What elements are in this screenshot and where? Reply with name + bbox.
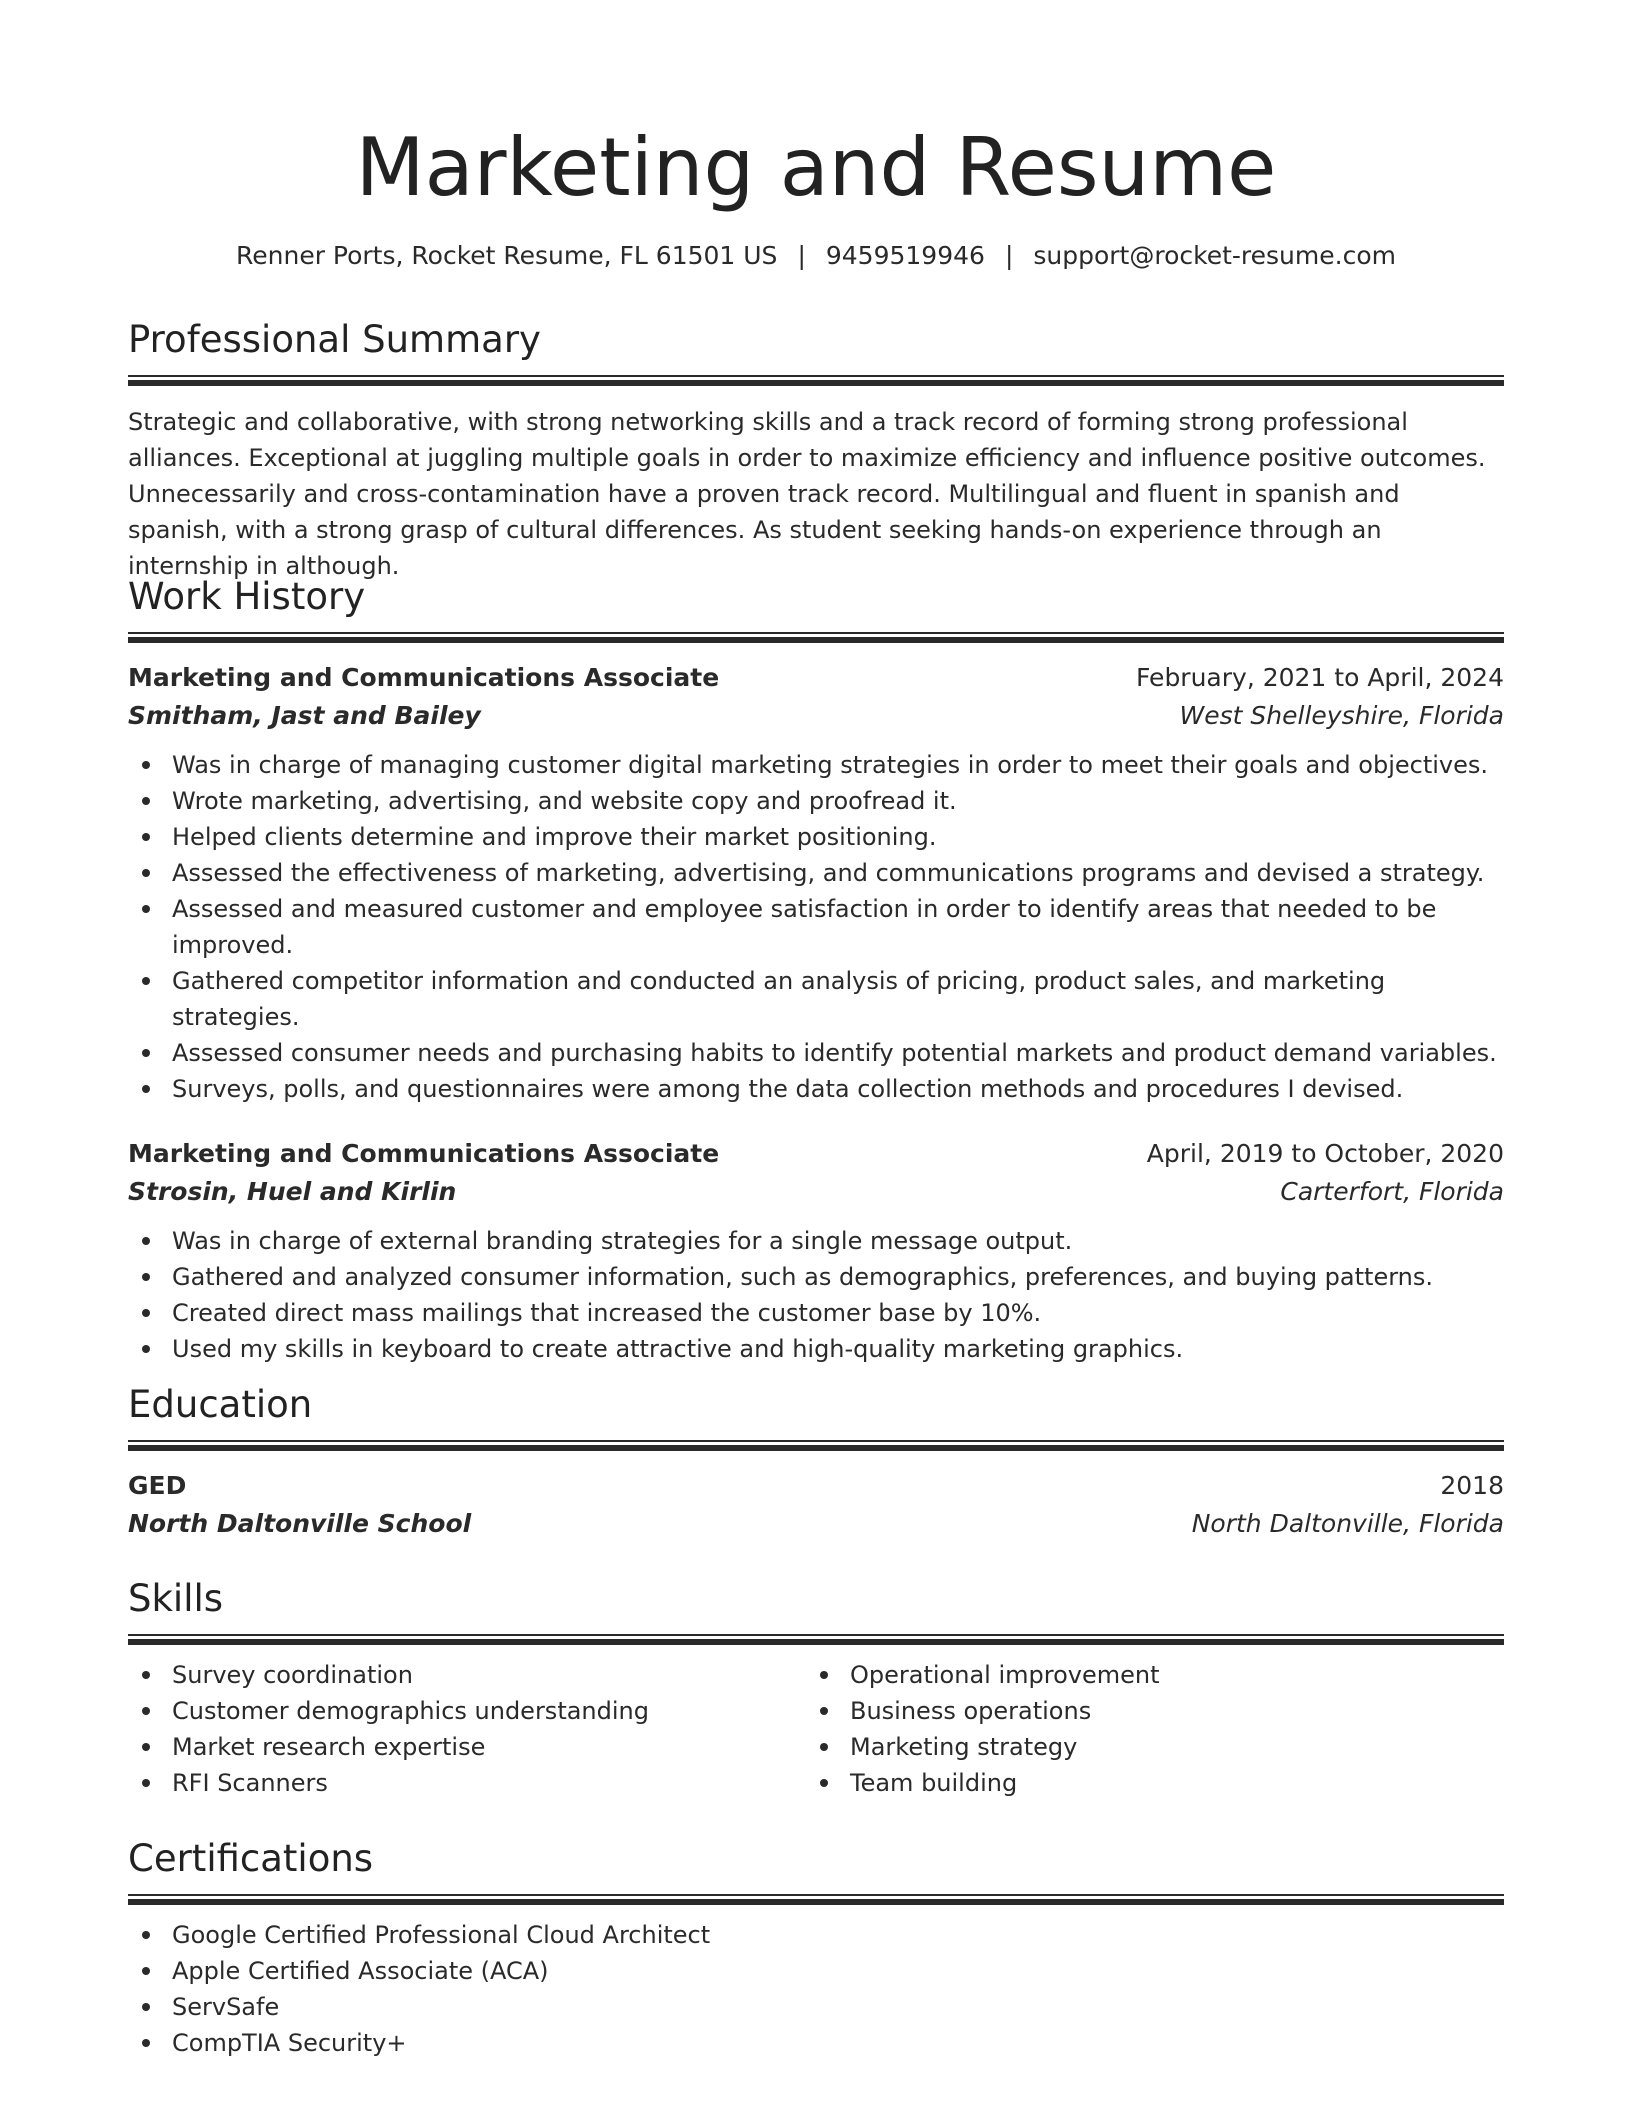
job-location: West Shelleyshire, Florida xyxy=(1179,701,1504,730)
list-item: RFI Scanners xyxy=(172,1765,806,1801)
contact-address: Renner Ports, Rocket Resume, FL 61501 US xyxy=(236,241,778,270)
list-item: Assessed consumer needs and purchasing habits to identify potential markets and product demand variables. xyxy=(172,1035,1504,1071)
skills-columns xyxy=(128,1657,1504,1801)
list-item: Gathered and analyzed consumer information, such as demographics, preferences, and buying patterns. xyxy=(172,1259,1504,1295)
contact-separator: | xyxy=(797,241,806,270)
job-header xyxy=(128,1135,1504,1173)
contact-separator: | xyxy=(1004,241,1014,270)
section-title-certifications: Certifications xyxy=(128,1837,374,1880)
certifications-section xyxy=(128,1834,1504,2061)
job-entry xyxy=(128,1135,1504,1367)
job-subheader xyxy=(128,697,1504,735)
list-item: Operational improvement xyxy=(850,1657,1484,1693)
education-entry xyxy=(128,1467,1504,1543)
list-item: Survey coordination xyxy=(172,1657,806,1693)
list-item: Apple Certified Associate (ACA) xyxy=(172,1953,1504,1989)
job-title: Marketing and Communications Associate xyxy=(128,663,720,692)
list-item: Surveys, polls, and questionnaires were among the data collection methods and procedures I devised. xyxy=(172,1071,1504,1107)
section-title-work-history: Work History xyxy=(128,575,366,618)
section-divider xyxy=(128,1894,1504,1905)
list-item: Market research expertise xyxy=(172,1729,806,1765)
job-bullets xyxy=(128,747,1504,1107)
education-degree: GED xyxy=(128,1471,187,1500)
contact-line xyxy=(128,238,1504,274)
list-item: Was in charge of external branding strategies for a single message output. xyxy=(172,1223,1504,1259)
list-item: Gathered competitor information and conducted an analysis of pricing, product sales, and marketing strategies. xyxy=(172,963,1504,1035)
list-item: Team building xyxy=(850,1765,1484,1801)
job-title: Marketing and Communications Associate xyxy=(128,1139,720,1168)
job-bullets xyxy=(128,1223,1504,1367)
section-divider xyxy=(128,1440,1504,1451)
section-divider xyxy=(128,1634,1504,1645)
education-school: North Daltonville School xyxy=(128,1509,472,1538)
list-item: Wrote marketing, advertising, and website copy and proofread it. xyxy=(172,783,1504,819)
section-divider xyxy=(128,632,1504,643)
job-dates: February, 2021 to April, 2024 xyxy=(1136,663,1504,692)
education-section xyxy=(128,1380,1504,1543)
education-location: North Daltonville, Florida xyxy=(1191,1509,1504,1538)
contact-phone: 9459519946 xyxy=(825,241,985,270)
list-item: Google Certified Professional Cloud Architect xyxy=(172,1917,1504,1953)
skills-list-right xyxy=(806,1657,1484,1801)
resume-name: Marketing and Resume xyxy=(355,121,1277,214)
list-item: Business operations xyxy=(850,1693,1484,1729)
list-item: Created direct mass mailings that increased the customer base by 10%. xyxy=(172,1295,1504,1331)
education-header xyxy=(128,1467,1504,1505)
education-year: 2018 xyxy=(1440,1471,1504,1500)
job-entry xyxy=(128,659,1504,1107)
job-subheader xyxy=(128,1173,1504,1211)
contact-email: support@rocket-resume.com xyxy=(1033,241,1396,270)
section-title-education: Education xyxy=(128,1383,313,1426)
list-item: Used my skills in keyboard to create attractive and high-quality marketing graphics. xyxy=(172,1331,1504,1367)
list-item: Customer demographics understanding xyxy=(172,1693,806,1729)
list-item: Assessed the effectiveness of marketing, advertising, and communications programs and devised a strategy. xyxy=(172,855,1504,891)
job-dates: April, 2019 to October, 2020 xyxy=(1146,1139,1504,1168)
list-item: ServSafe xyxy=(172,1989,1504,2025)
section-title-skills: Skills xyxy=(128,1577,224,1620)
work-history-section xyxy=(128,572,1504,1367)
list-item: Assessed and measured customer and employee satisfaction in order to identify areas that needed to be improved. xyxy=(172,891,1504,963)
certifications-list xyxy=(128,1917,1504,2061)
skills-list-left xyxy=(128,1657,806,1801)
job-company: Smitham, Jast and Bailey xyxy=(128,701,481,730)
education-subheader xyxy=(128,1505,1504,1543)
list-item: Was in charge of managing customer digital marketing strategies in order to meet their goals and objectives. xyxy=(172,747,1504,783)
list-item: CompTIA Security+ xyxy=(172,2025,1504,2061)
list-item: Marketing strategy xyxy=(850,1729,1484,1765)
section-title-summary: Professional Summary xyxy=(128,318,541,361)
skills-section xyxy=(128,1574,1504,1801)
job-header xyxy=(128,659,1504,697)
section-divider xyxy=(128,375,1504,386)
list-item: Helped clients determine and improve their market positioning. xyxy=(172,819,1504,855)
job-location: Carterfort, Florida xyxy=(1280,1177,1504,1206)
summary-section xyxy=(128,315,1504,584)
job-company: Strosin, Huel and Kirlin xyxy=(128,1177,457,1206)
summary-text: Strategic and collaborative, with strong networking skills and a track record of forming strong professional alliances. Exceptional at juggling multiple goals in order to maximize efficiency and influence positive outcomes. Unnecessarily and cross-contamination have a proven track record. Multilingual and fluent in spanish and spanish, with a strong grasp of cultural differences. As student seeking hands-on experience through an internship in although. xyxy=(128,408,1486,580)
